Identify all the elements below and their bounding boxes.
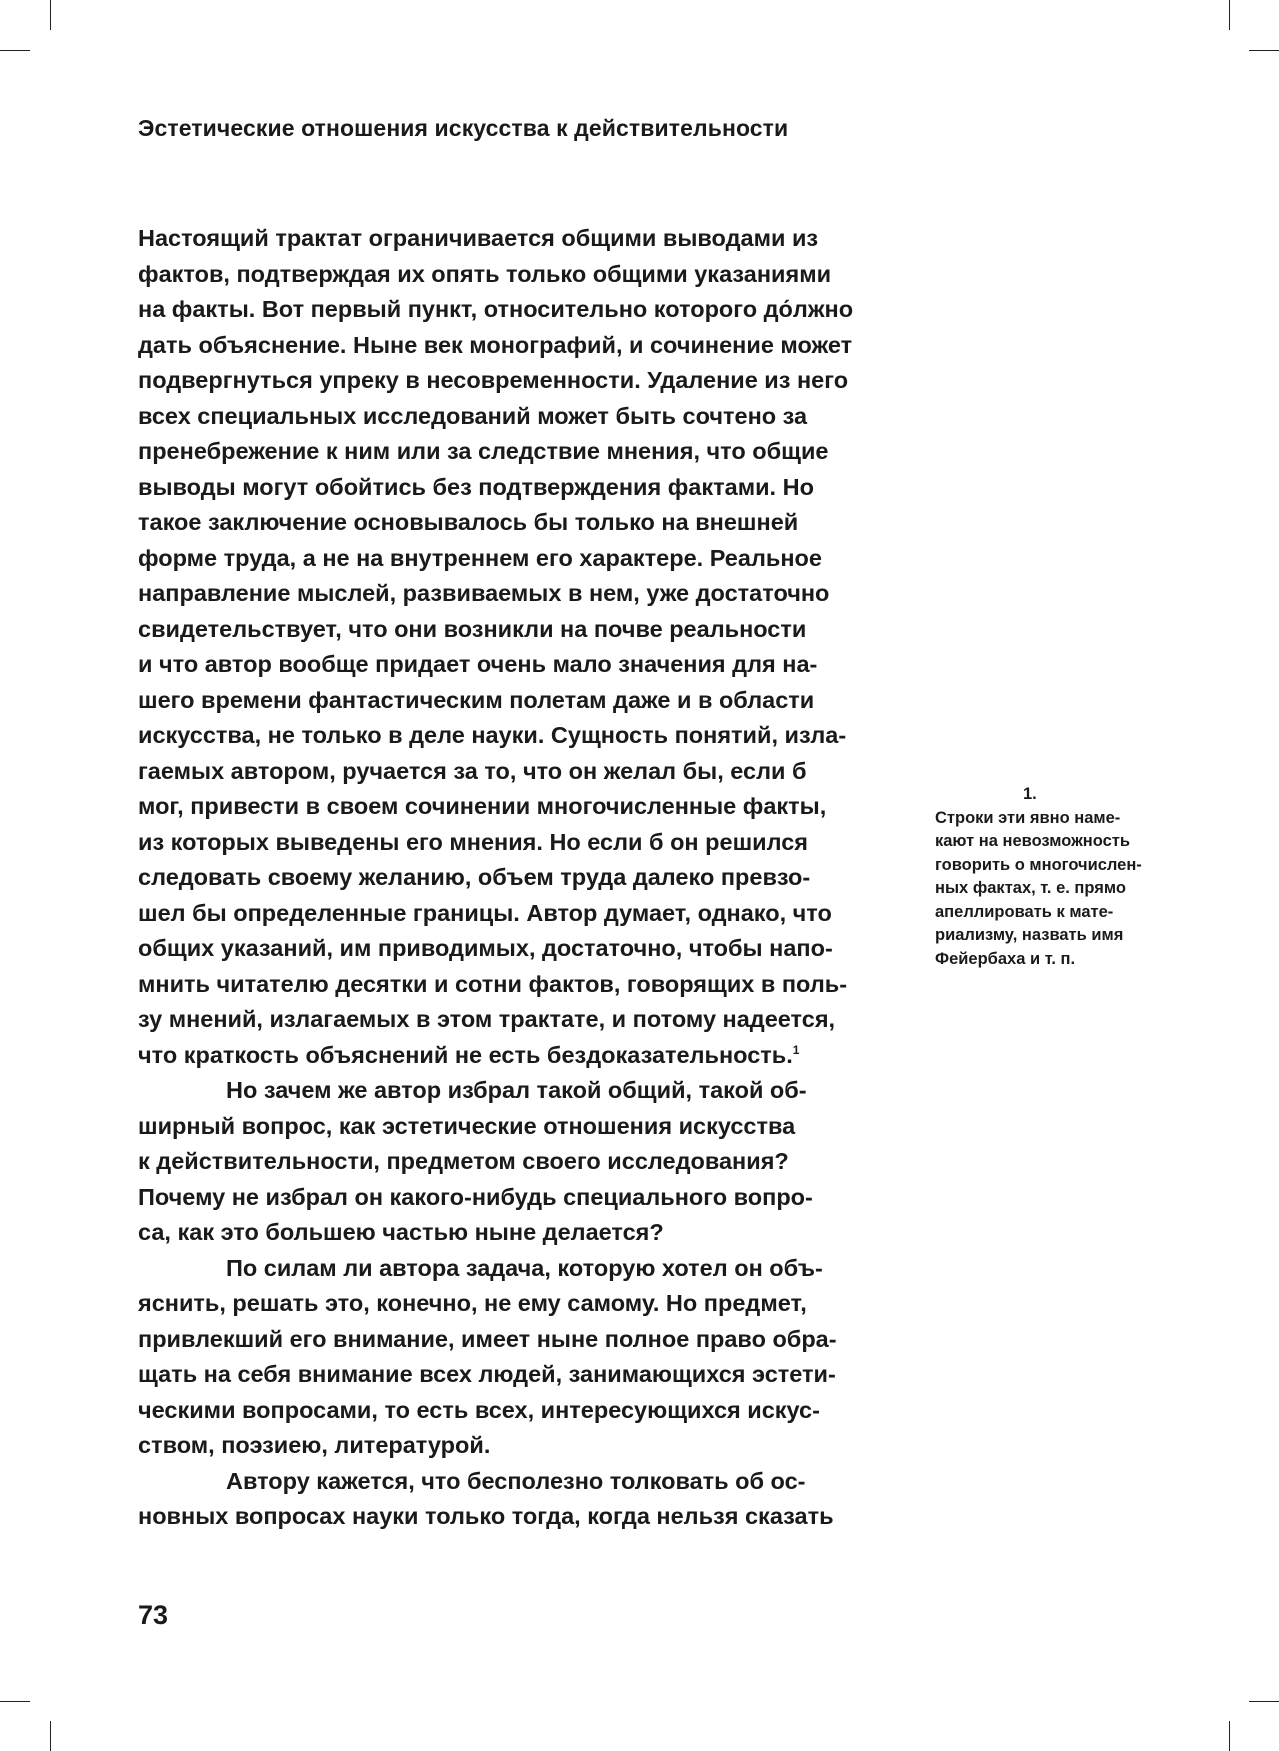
body-line-text: свидетельствует, что они возникли на почве реальности — [138, 615, 807, 642]
footnote-line: апеллировать к мате- — [935, 902, 1114, 921]
footnote-line: кают на невозможность — [935, 832, 1131, 850]
body-line — [138, 1073, 853, 1109]
page-number: 73 — [138, 1600, 169, 1630]
body-line-text: пренебрежение к ним или за следствие мнения, что общие — [138, 438, 829, 464]
body-line-text: что краткость объяснений не есть бездоказательность. — [138, 1041, 793, 1068]
body-line — [138, 363, 853, 399]
body-line-text: и что автор вообще придает очень мало значения для на- — [138, 651, 818, 677]
body-line-text: Почему не избрал он какого-нибудь специального вопро- — [138, 1183, 813, 1210]
body-line — [138, 505, 853, 541]
body-line-text: новных вопросах науки только тогда, когда нельзя сказать — [138, 1503, 834, 1529]
body-line-text: форме труда, а не на внутреннем его характере. Реальное — [138, 544, 822, 571]
body-line — [138, 860, 853, 896]
footnote-line: Фейербаха и т. п. — [935, 949, 1076, 968]
body-line — [138, 541, 853, 577]
body-line-text: фактов, подтверждая их опять только общими указаниями — [138, 260, 832, 287]
running-head: Эстетические отношения искусства к действительности — [138, 115, 789, 141]
body-line-text: подвергнуться упреку в несовременности. Удаление из него — [138, 367, 849, 393]
body-line — [138, 399, 853, 435]
body-line — [138, 1002, 853, 1038]
body-line — [138, 1428, 853, 1464]
body-line — [138, 292, 853, 328]
body-line — [138, 683, 853, 719]
body-line-text: направление мыслей, развиваемых в нем, уже достаточно — [138, 580, 830, 606]
body-line — [138, 931, 853, 967]
body-line-text: искусства, не только в деле науки. Сущность понятий, изла- — [138, 722, 847, 748]
body-line-text: из которых выведены его мнения. Но если б он решился — [138, 828, 809, 855]
crop-mark-top-left-h — [0, 50, 30, 51]
body-line-text: следовать своему желанию, объем труда далеко превзо- — [138, 864, 811, 890]
body-line — [138, 1109, 853, 1145]
body-line — [138, 221, 853, 257]
body-line — [138, 1180, 853, 1216]
footnote-line: ных фактах, т. е. прямо — [935, 879, 1126, 897]
body-line — [138, 1464, 853, 1500]
footnote-reference[interactable]: 1 — [792, 1042, 800, 1057]
footnote-line: Строки эти явно наме- — [935, 808, 1121, 827]
footnote-line: риализму, назвать имя — [935, 926, 1124, 944]
body-line — [138, 718, 853, 754]
crop-mark-top-right-h — [1249, 50, 1279, 51]
body-line-text: шел бы определенные границы. Автор думает, однако, что — [138, 899, 832, 926]
body-line-text: к действительности, предметом своего исследования? — [138, 1148, 789, 1174]
footnote-number: 1. — [1023, 785, 1037, 803]
body-line-text: всех специальных исследований может быть сочтено за — [138, 402, 808, 429]
body-line — [138, 1286, 853, 1322]
body-line — [138, 754, 853, 790]
body-line-text: ством, поэзиею, литературой. — [138, 1432, 491, 1458]
body-line — [138, 1251, 853, 1287]
body-line — [138, 967, 853, 1003]
body-line-text: мог, привести в своем сочинении многочисленные факты, — [138, 793, 827, 819]
crop-mark-top-left-v — [50, 0, 51, 30]
body-text — [138, 221, 853, 1535]
body-line-text: такое заключение основывалось бы только на внешней — [138, 509, 799, 535]
body-line-text: щать на себя внимание всех людей, занимающихся эстети- — [138, 1361, 836, 1387]
body-line-text: Но зачем же автор избрал такой общий, такой об- — [226, 1077, 807, 1103]
body-line — [138, 470, 853, 506]
body-line-text: ческими вопросами, то есть всех, интересующихся искус- — [138, 1396, 820, 1423]
crop-mark-bottom-left-v — [50, 1721, 51, 1751]
body-line-text: шего времени фантастическим полетам даже и в области — [138, 686, 815, 713]
body-line-text: привлекший его внимание, имеет ныне полное право обра- — [138, 1325, 837, 1352]
body-line-text: Автору кажется, что бесполезно толковать об ос- — [226, 1467, 806, 1494]
body-line-text: зу мнений, излагаемых в этом трактате, и потому надеется, — [138, 1006, 836, 1032]
body-line — [138, 1038, 853, 1074]
body-line-text: ширный вопрос, как эстетические отношения искусства — [138, 1112, 796, 1139]
body-line — [138, 896, 853, 932]
body-line-text: дать объяснение. Ныне век монографий, и сочинение может — [138, 331, 853, 358]
body-line-text: По силам ли автора задача, которую хотел он объ- — [226, 1254, 823, 1281]
body-line — [138, 825, 853, 861]
body-line — [138, 328, 853, 364]
body-line-text: гаемых автором, ручается за то, что он желал бы, если б — [138, 757, 807, 784]
body-line-text: са, как это большею частью ныне делается? — [138, 1219, 664, 1245]
footnote — [935, 783, 1142, 971]
crop-mark-bottom-left-h — [0, 1701, 30, 1702]
body-line — [138, 1215, 853, 1251]
body-line — [138, 1357, 853, 1393]
body-line-text: выводы могут обойтись без подтверждения фактами. Но — [138, 473, 814, 500]
body-line — [138, 1393, 853, 1429]
body-line — [138, 612, 853, 648]
body-line — [138, 1499, 853, 1535]
body-line — [138, 576, 853, 612]
body-line — [138, 1144, 853, 1180]
body-line-text: мнить читателю десятки и сотни фактов, говорящих в поль- — [138, 970, 848, 997]
body-line-text: Настоящий трактат ограничивается общими выводами из — [138, 225, 819, 251]
crop-mark-top-right-v — [1229, 0, 1230, 30]
crop-mark-bottom-right-h — [1249, 1701, 1279, 1702]
body-line-text: яснить, решать это, конечно, не ему самому. Но предмет, — [138, 1290, 807, 1316]
body-line-text: на факты. Вот первый пункт, относительно которого до́лжно — [138, 296, 854, 322]
crop-mark-bottom-right-v — [1229, 1721, 1230, 1751]
body-line — [138, 647, 853, 683]
body-line — [138, 789, 853, 825]
body-line — [138, 257, 853, 293]
body-line — [138, 1322, 853, 1358]
footnote-line: говорить о многочислен- — [935, 855, 1142, 874]
body-line-text: общих указаний, им приводимых, достаточно, чтобы напо- — [138, 935, 833, 961]
body-line — [138, 434, 853, 470]
